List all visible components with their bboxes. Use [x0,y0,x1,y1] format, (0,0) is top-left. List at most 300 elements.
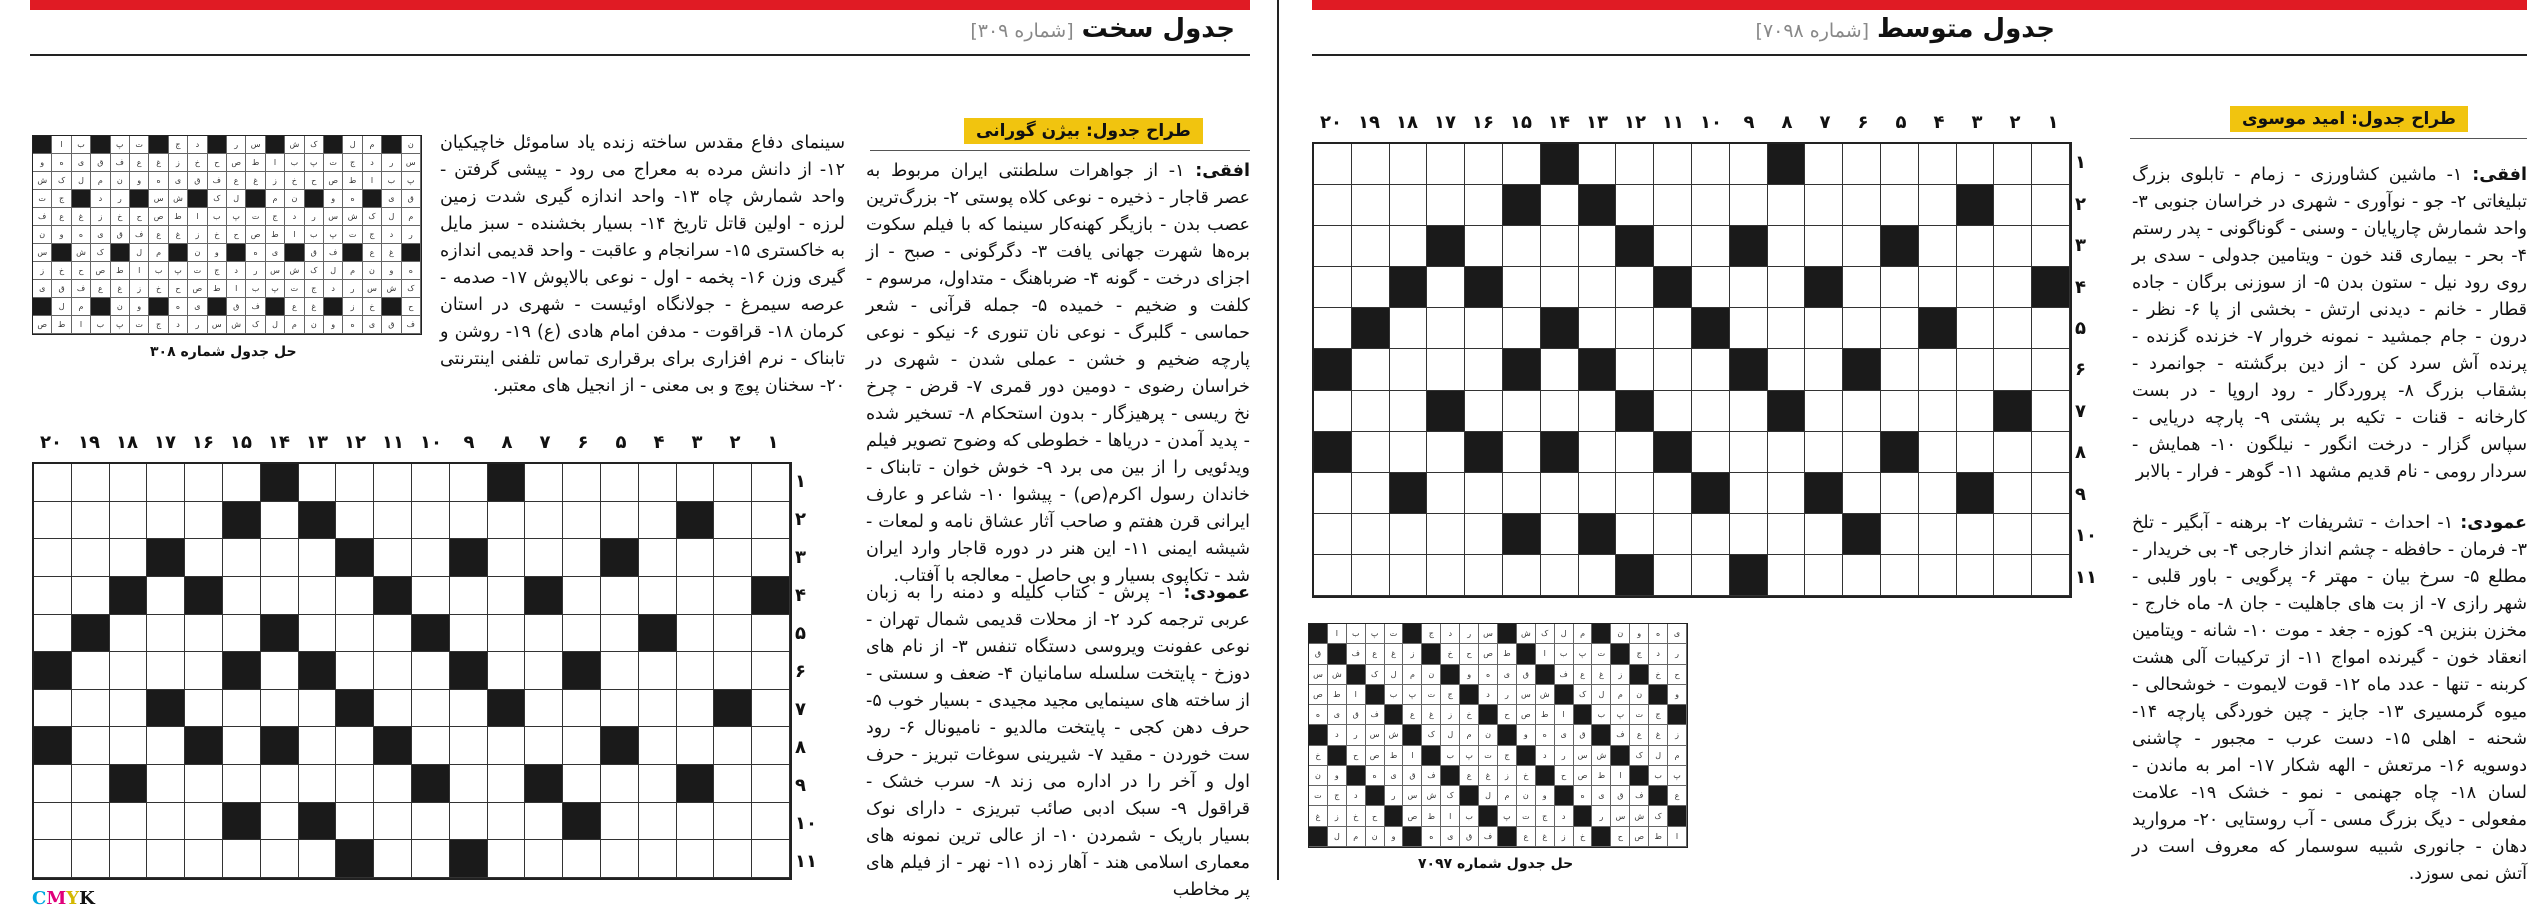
grid-cell[interactable] [1919,349,1957,390]
grid-cell[interactable] [677,690,715,728]
grid-cell[interactable] [2032,226,2070,267]
grid-cell[interactable] [639,539,677,577]
grid-cell[interactable] [336,502,374,540]
grid-cell[interactable] [1730,432,1768,473]
grid-cell[interactable] [1994,226,2032,267]
grid-cell[interactable] [147,840,185,878]
grid-cell[interactable] [1957,432,1995,473]
grid-cell[interactable] [1390,308,1428,349]
grid-cell[interactable] [72,765,110,803]
grid-cell[interactable] [147,577,185,615]
grid-cell[interactable] [1843,144,1881,185]
grid-cell[interactable] [1579,555,1617,596]
grid-cell[interactable] [1805,514,1843,555]
grid-cell[interactable] [34,840,72,878]
grid-cell[interactable] [1465,514,1503,555]
grid-cell[interactable] [1390,555,1428,596]
grid-cell[interactable] [1843,267,1881,308]
grid-cell[interactable] [1579,267,1617,308]
grid-cell[interactable] [1654,391,1692,432]
grid-cell[interactable] [1919,514,1957,555]
grid-cell[interactable] [1692,267,1730,308]
grid-cell[interactable] [1616,144,1654,185]
grid-cell[interactable] [1957,391,1995,432]
grid-cell[interactable] [374,765,412,803]
grid-cell[interactable] [525,840,563,878]
grid-cell[interactable] [374,840,412,878]
grid-cell[interactable] [147,652,185,690]
grid-cell[interactable] [412,464,450,502]
grid-cell[interactable] [110,464,148,502]
grid-cell[interactable] [1352,514,1390,555]
grid-cell[interactable] [563,502,601,540]
grid-cell[interactable] [1843,308,1881,349]
grid-cell[interactable] [601,690,639,728]
grid-cell[interactable] [1881,391,1919,432]
grid-cell[interactable] [2032,473,2070,514]
grid-cell[interactable] [639,502,677,540]
grid-cell[interactable] [336,765,374,803]
grid-cell[interactable] [110,690,148,728]
grid-cell[interactable] [72,577,110,615]
grid-cell[interactable] [714,502,752,540]
grid-cell[interactable] [72,464,110,502]
grid-cell[interactable] [563,577,601,615]
grid-cell[interactable] [1994,144,2032,185]
grid-cell[interactable] [1843,226,1881,267]
grid-cell[interactable] [563,539,601,577]
grid-cell[interactable] [714,539,752,577]
grid-cell[interactable] [1730,391,1768,432]
grid-cell[interactable] [1390,185,1428,226]
grid-cell[interactable] [714,652,752,690]
grid-cell[interactable] [110,502,148,540]
grid-cell[interactable] [1654,473,1692,514]
grid-cell[interactable] [1730,185,1768,226]
grid-cell[interactable] [752,502,790,540]
grid-cell[interactable] [261,840,299,878]
grid-cell[interactable] [1994,473,2032,514]
grid-cell[interactable] [374,615,412,653]
grid-cell[interactable] [374,464,412,502]
grid-cell[interactable] [752,690,790,728]
grid-cell[interactable] [714,577,752,615]
grid-cell[interactable] [336,803,374,841]
grid-cell[interactable] [1427,473,1465,514]
grid-cell[interactable] [299,577,337,615]
grid-cell[interactable] [223,615,261,653]
grid-cell[interactable] [1805,226,1843,267]
grid-cell[interactable] [525,690,563,728]
grid-cell[interactable] [1730,308,1768,349]
grid-cell[interactable] [1768,185,1806,226]
grid-cell[interactable] [714,464,752,502]
grid-cell[interactable] [752,615,790,653]
grid-cell[interactable] [1314,185,1352,226]
grid-cell[interactable] [185,803,223,841]
grid-cell[interactable] [1427,267,1465,308]
grid-cell[interactable] [488,840,526,878]
grid-cell[interactable] [450,577,488,615]
grid-cell[interactable] [72,539,110,577]
grid-cell[interactable] [2032,308,2070,349]
grid-cell[interactable] [34,690,72,728]
grid-cell[interactable] [714,840,752,878]
grid-cell[interactable] [1616,349,1654,390]
grid-cell[interactable] [563,615,601,653]
grid-cell[interactable] [450,765,488,803]
grid-cell[interactable] [1465,144,1503,185]
grid-cell[interactable] [525,502,563,540]
grid-cell[interactable] [563,690,601,728]
grid-cell[interactable] [677,840,715,878]
grid-cell[interactable] [1919,555,1957,596]
grid-cell[interactable] [1881,514,1919,555]
grid-cell[interactable] [299,840,337,878]
grid-cell[interactable] [1730,267,1768,308]
grid-cell[interactable] [563,727,601,765]
grid-cell[interactable] [450,464,488,502]
grid-cell[interactable] [1579,308,1617,349]
grid-cell[interactable] [1692,185,1730,226]
grid-cell[interactable] [1352,555,1390,596]
grid-cell[interactable] [1465,349,1503,390]
grid-cell[interactable] [752,539,790,577]
grid-cell[interactable] [601,803,639,841]
grid-cell[interactable] [1465,308,1503,349]
grid-cell[interactable] [1654,144,1692,185]
grid-cell[interactable] [223,577,261,615]
grid-cell[interactable] [639,803,677,841]
grid-cell[interactable] [1390,226,1428,267]
grid-cell[interactable] [1390,514,1428,555]
grid-cell[interactable] [1692,349,1730,390]
grid-cell[interactable] [2032,432,2070,473]
grid-cell[interactable] [1503,555,1541,596]
grid-cell[interactable] [1352,473,1390,514]
grid-cell[interactable] [1843,473,1881,514]
grid-cell[interactable] [1541,473,1579,514]
grid-cell[interactable] [336,727,374,765]
grid-cell[interactable] [147,615,185,653]
grid-cell[interactable] [110,615,148,653]
grid-cell[interactable] [374,652,412,690]
grid-cell[interactable] [261,765,299,803]
grid-cell[interactable] [1579,391,1617,432]
grid-cell[interactable] [525,464,563,502]
grid-cell[interactable] [1541,555,1579,596]
grid-cell[interactable] [525,615,563,653]
grid-cell[interactable] [223,464,261,502]
grid-cell[interactable] [677,539,715,577]
grid-cell[interactable] [1352,144,1390,185]
grid-cell[interactable] [1390,349,1428,390]
grid-cell[interactable] [34,577,72,615]
grid-cell[interactable] [147,803,185,841]
grid-cell[interactable] [34,803,72,841]
grid-cell[interactable] [1352,432,1390,473]
grid-cell[interactable] [1805,308,1843,349]
grid-cell[interactable] [714,615,752,653]
grid-cell[interactable] [488,539,526,577]
grid-cell[interactable] [374,539,412,577]
grid-cell[interactable] [1541,267,1579,308]
grid-cell[interactable] [714,727,752,765]
grid-cell[interactable] [1768,432,1806,473]
grid-cell[interactable] [488,727,526,765]
grid-cell[interactable] [1427,514,1465,555]
grid-cell[interactable] [34,765,72,803]
grid-cell[interactable] [185,765,223,803]
grid-cell[interactable] [1427,185,1465,226]
grid-cell[interactable] [1881,308,1919,349]
grid-cell[interactable] [261,539,299,577]
grid-cell[interactable] [488,803,526,841]
grid-cell[interactable] [412,577,450,615]
grid-cell[interactable] [185,840,223,878]
grid-cell[interactable] [525,727,563,765]
grid-cell[interactable] [34,464,72,502]
grid-cell[interactable] [2032,144,2070,185]
grid-cell[interactable] [1805,349,1843,390]
grid-cell[interactable] [261,502,299,540]
grid-cell[interactable] [1503,144,1541,185]
grid-cell[interactable] [34,539,72,577]
grid-cell[interactable] [1881,267,1919,308]
grid-cell[interactable] [752,803,790,841]
grid-cell[interactable] [1692,514,1730,555]
grid-cell[interactable] [1805,185,1843,226]
grid-cell[interactable] [1654,514,1692,555]
grid-cell[interactable] [450,615,488,653]
grid-cell[interactable] [1616,473,1654,514]
grid-cell[interactable] [185,652,223,690]
grid-cell[interactable] [412,539,450,577]
grid-cell[interactable] [677,727,715,765]
grid-cell[interactable] [1957,144,1995,185]
grid-cell[interactable] [72,840,110,878]
grid-cell[interactable] [374,502,412,540]
grid-cell[interactable] [450,727,488,765]
grid-cell[interactable] [1957,514,1995,555]
grid-cell[interactable] [1919,267,1957,308]
grid-cell[interactable] [1692,391,1730,432]
grid-cell[interactable] [185,539,223,577]
grid-cell[interactable] [1730,473,1768,514]
grid-cell[interactable] [412,803,450,841]
grid-cell[interactable] [639,577,677,615]
grid-cell[interactable] [639,765,677,803]
grid-cell[interactable] [1805,432,1843,473]
grid-cell[interactable] [336,464,374,502]
grid-cell[interactable] [1692,432,1730,473]
grid-cell[interactable] [1692,144,1730,185]
grid-cell[interactable] [677,615,715,653]
grid-cell[interactable] [1957,308,1995,349]
grid-cell[interactable] [185,615,223,653]
grid-cell[interactable] [1314,308,1352,349]
grid-cell[interactable] [2032,391,2070,432]
grid-cell[interactable] [185,502,223,540]
grid-cell[interactable] [1768,308,1806,349]
grid-cell[interactable] [1352,226,1390,267]
grid-cell[interactable] [110,727,148,765]
grid-cell[interactable] [299,464,337,502]
grid-cell[interactable] [299,690,337,728]
grid-cell[interactable] [72,803,110,841]
grid-cell[interactable] [1314,391,1352,432]
grid-cell[interactable] [223,840,261,878]
grid-cell[interactable] [563,464,601,502]
grid-cell[interactable] [601,840,639,878]
grid-cell[interactable] [72,502,110,540]
grid-cell[interactable] [488,652,526,690]
grid-cell[interactable] [223,539,261,577]
grid-cell[interactable] [1730,144,1768,185]
grid-cell[interactable] [450,690,488,728]
grid-cell[interactable] [261,577,299,615]
grid-cell[interactable] [525,539,563,577]
grid-cell[interactable] [299,615,337,653]
grid-cell[interactable] [450,803,488,841]
grid-cell[interactable] [1994,185,2032,226]
grid-cell[interactable] [261,690,299,728]
grid-cell[interactable] [1843,432,1881,473]
grid-cell[interactable] [1994,555,2032,596]
grid-cell[interactable] [147,727,185,765]
grid-cell[interactable] [601,765,639,803]
grid-cell[interactable] [72,652,110,690]
grid-cell[interactable] [1919,144,1957,185]
grid-cell[interactable] [1503,391,1541,432]
grid-cell[interactable] [1314,267,1352,308]
grid-cell[interactable] [223,690,261,728]
grid-cell[interactable] [1314,226,1352,267]
grid-cell[interactable] [1465,473,1503,514]
grid-cell[interactable] [1579,226,1617,267]
grid-cell[interactable] [1994,514,2032,555]
grid-cell[interactable] [1541,349,1579,390]
grid-cell[interactable] [2032,555,2070,596]
grid-cell[interactable] [147,765,185,803]
grid-cell[interactable] [1805,391,1843,432]
grid-cell[interactable] [1541,514,1579,555]
grid-cell[interactable] [1919,473,1957,514]
grid-cell[interactable] [1503,267,1541,308]
grid-cell[interactable] [1768,555,1806,596]
grid-cell[interactable] [110,652,148,690]
grid-cell[interactable] [185,690,223,728]
grid-cell[interactable] [752,840,790,878]
grid-cell[interactable] [147,464,185,502]
grid-cell[interactable] [1616,308,1654,349]
grid-cell[interactable] [1616,267,1654,308]
grid-cell[interactable] [1541,185,1579,226]
grid-cell[interactable] [1768,473,1806,514]
grid-cell[interactable] [412,652,450,690]
grid-cell[interactable] [185,464,223,502]
grid-cell[interactable] [1843,555,1881,596]
grid-cell[interactable] [1314,144,1352,185]
grid-cell[interactable] [1654,349,1692,390]
grid-cell[interactable] [1654,555,1692,596]
grid-cell[interactable] [412,840,450,878]
grid-cell[interactable] [2032,349,2070,390]
grid-cell[interactable] [1994,267,2032,308]
grid-cell[interactable] [488,615,526,653]
grid-cell[interactable] [1390,144,1428,185]
grid-cell[interactable] [1768,226,1806,267]
grid-cell[interactable] [1843,391,1881,432]
grid-cell[interactable] [601,615,639,653]
grid-cell[interactable] [1654,226,1692,267]
grid-cell[interactable] [299,727,337,765]
grid-cell[interactable] [488,577,526,615]
grid-cell[interactable] [223,765,261,803]
grid-cell[interactable] [110,803,148,841]
grid-cell[interactable] [2032,185,2070,226]
grid-cell[interactable] [299,539,337,577]
grid-cell[interactable] [1352,391,1390,432]
grid-cell[interactable] [1768,267,1806,308]
grid-cell[interactable] [677,464,715,502]
grid-cell[interactable] [639,727,677,765]
grid-cell[interactable] [677,803,715,841]
grid-cell[interactable] [1390,432,1428,473]
grid-cell[interactable] [336,577,374,615]
grid-cell[interactable] [1541,391,1579,432]
grid-cell[interactable] [72,727,110,765]
grid-cell[interactable] [1503,226,1541,267]
grid-cell[interactable] [34,615,72,653]
grid-cell[interactable] [147,502,185,540]
grid-cell[interactable] [1579,432,1617,473]
grid-cell[interactable] [1768,514,1806,555]
grid-cell[interactable] [374,690,412,728]
grid-cell[interactable] [563,840,601,878]
grid-cell[interactable] [752,765,790,803]
grid-cell[interactable] [34,502,72,540]
grid-cell[interactable] [1805,144,1843,185]
grid-cell[interactable] [374,803,412,841]
grid-cell[interactable] [1919,391,1957,432]
grid-cell[interactable] [1314,514,1352,555]
grid-cell[interactable] [601,502,639,540]
grid-cell[interactable] [1503,308,1541,349]
grid-cell[interactable] [1579,473,1617,514]
grid-cell[interactable] [1994,349,2032,390]
grid-cell[interactable] [639,690,677,728]
grid-cell[interactable] [1957,226,1995,267]
grid-cell[interactable] [677,577,715,615]
grid-cell[interactable] [639,840,677,878]
grid-cell[interactable] [1465,226,1503,267]
grid-cell[interactable] [1805,555,1843,596]
grid-cell[interactable] [336,615,374,653]
grid-cell[interactable] [412,727,450,765]
grid-cell[interactable] [752,652,790,690]
grid-cell[interactable] [1465,185,1503,226]
grid-cell[interactable] [752,727,790,765]
grid-cell[interactable] [1427,308,1465,349]
grid-cell[interactable] [1881,555,1919,596]
grid-cell[interactable] [639,464,677,502]
grid-cell[interactable] [299,765,337,803]
grid-cell[interactable] [1541,226,1579,267]
grid-cell[interactable] [336,652,374,690]
grid-cell[interactable] [1352,267,1390,308]
grid-cell[interactable] [110,539,148,577]
